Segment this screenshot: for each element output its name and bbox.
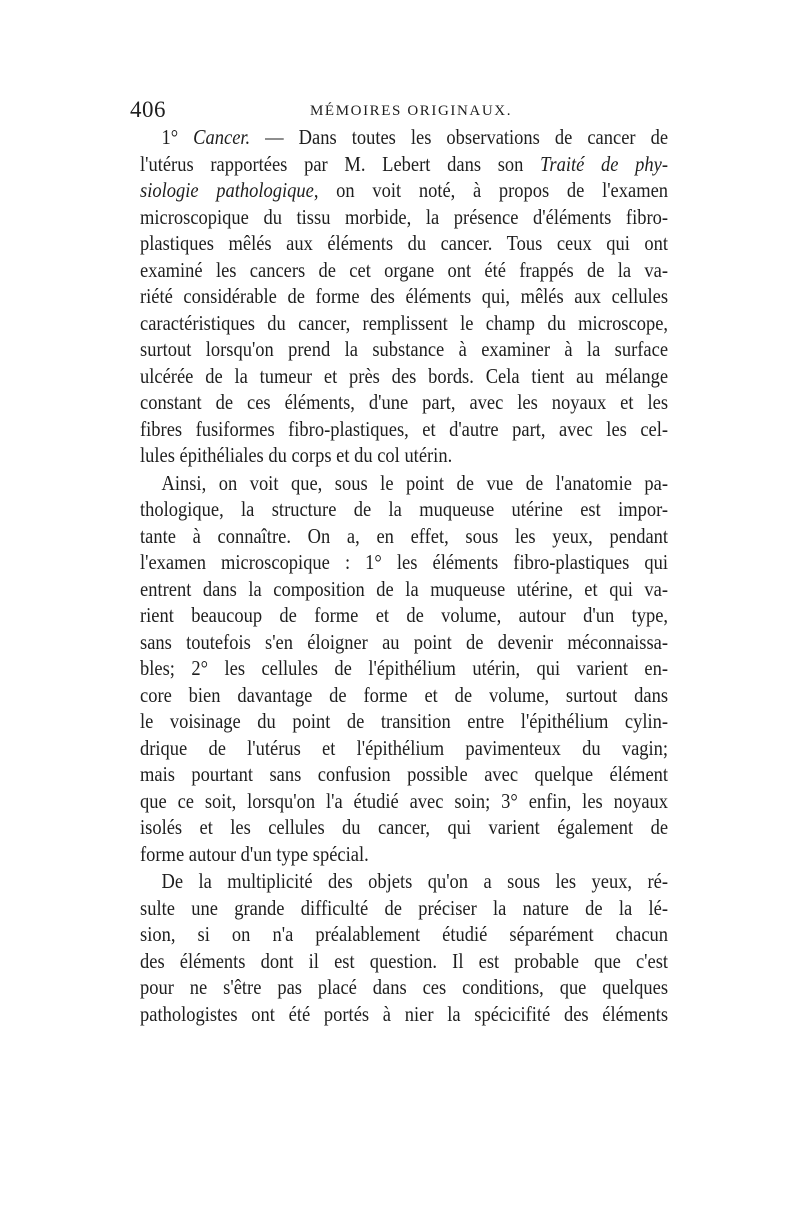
paragraph-1-line-6: examiné les cancers de cet organe ont été frappés de la va- xyxy=(140,257,669,282)
paragraph-1-line-5: plastiques mêlés aux éléments du cancer. Tous ceux qui ont xyxy=(140,231,669,255)
paragraph-text: l'utérus rapportées par M. Lebert dans son xyxy=(140,151,541,176)
paragraph-2-line-6: rient beaucoup de forme et de volume, autour d'un type, xyxy=(140,603,669,627)
paragraph-1-line-9: surtout lorsqu'on prend la substance à examiner à la surface xyxy=(140,337,669,361)
page-number: 406 xyxy=(130,97,166,122)
paragraph-text: — Dans toutes les observations de cancer de xyxy=(250,125,669,149)
paragraph-1-line-7: riété considérable de forme des éléments qui, mêlés aux cellules xyxy=(140,284,669,308)
paragraph-1-line-1 xyxy=(140,124,668,151)
paragraph-2-line-3: tante à connaître. On a, en effet, sous les yeux, pendant xyxy=(140,523,669,548)
paragraph-2-line-8: bles; 2° les cellules de l'épithélium utérin, qui varient en- xyxy=(140,656,669,680)
page-header xyxy=(130,97,680,127)
paragraph-3-line-6: pathologistes ont été portés à nier la spécicifité des éléments xyxy=(140,1001,669,1026)
section-title: Cancer. xyxy=(193,125,251,149)
paragraph-1-line-8: caractéristiques du cancer, remplissent le champ du microscope, xyxy=(140,310,669,335)
paragraph-2-line-11: drique de l'utérus et l'épithélium pavimenteux du vagin; xyxy=(140,735,669,760)
section-number: 1° xyxy=(161,125,194,149)
paragraph-1-line-10: ulcérée de la tumeur et près des bords. Cela tient au mélange xyxy=(140,363,669,388)
paragraph-3-line-5: pour ne s'être pas placé dans ces conditions, que quelques xyxy=(140,975,669,999)
paragraph-3-line-1: De la multiplicité des objets qu'on a sous les yeux, ré- xyxy=(161,869,669,893)
paragraph-1-line-2 xyxy=(140,151,668,178)
paragraph-2-line-9: core bien davantage de forme et de volume, surtout dans xyxy=(140,682,669,707)
paragraph-2-line-2: thologique, la structure de la muqueuse utérine est impor- xyxy=(140,497,669,521)
paragraph-2-line-1: Ainsi, on voit que, sous le point de vue de l'anatomie pa- xyxy=(161,470,669,495)
paragraph-3-line-4: des éléments dont il est question. Il est probable que c'est xyxy=(140,948,669,973)
paragraph-3-line-3: sion, si on n'a préalablement étudié séparément chacun xyxy=(140,922,669,946)
paragraph-2-line-14: isolés et les cellules du cancer, qui varient également de xyxy=(140,815,669,839)
paragraph-1-line-4: microscopique du tissu morbide, la présence d'éléments fibro- xyxy=(140,204,669,229)
paragraph-text: , on voit noté, à propos de l'examen xyxy=(313,178,669,202)
paragraph-2-line-12: mais pourtant sans confusion possible avec quelque élément xyxy=(140,762,669,786)
body-text xyxy=(140,124,668,1027)
paragraph-2-line-7: sans toutefois s'en éloigner au point de devenir méconnaissa- xyxy=(140,629,669,654)
paragraph-3-line-2: sulte une grande difficulté de préciser la nature de la lé- xyxy=(140,895,669,920)
paragraph-1-line-12: fibres fusiformes fibro-plastiques, et d'autre part, avec les cel- xyxy=(140,416,669,441)
paragraph-2-line-13: que ce soit, lorsqu'on l'a étudié avec soin; 3° enfin, les noyaux xyxy=(140,788,669,813)
paragraph-2-line-15: forme autour d'un type spécial. xyxy=(140,841,369,866)
paragraph-2-line-4: l'examen microscopique : 1° les éléments fibro-plastiques qui xyxy=(140,550,669,574)
paragraph-1-line-11: constant de ces éléments, d'une part, avec les noyaux et les xyxy=(140,390,669,414)
running-head: MÉMOIRES ORIGINAUX. xyxy=(310,103,513,119)
book-title: siologie pathologique xyxy=(140,178,314,202)
paragraph-1-line-13: lules épithéliales du corps et du col utérin. xyxy=(140,443,453,467)
paragraph-2-line-5: entrent dans la composition de la muqueuse utérine, et qui va- xyxy=(140,576,669,601)
paragraph-2-line-10: le voisinage du point de transition entre l'épithélium cylin- xyxy=(140,709,669,733)
book-title: Traité de phy- xyxy=(540,151,669,176)
paragraph-1-line-3 xyxy=(140,177,668,204)
